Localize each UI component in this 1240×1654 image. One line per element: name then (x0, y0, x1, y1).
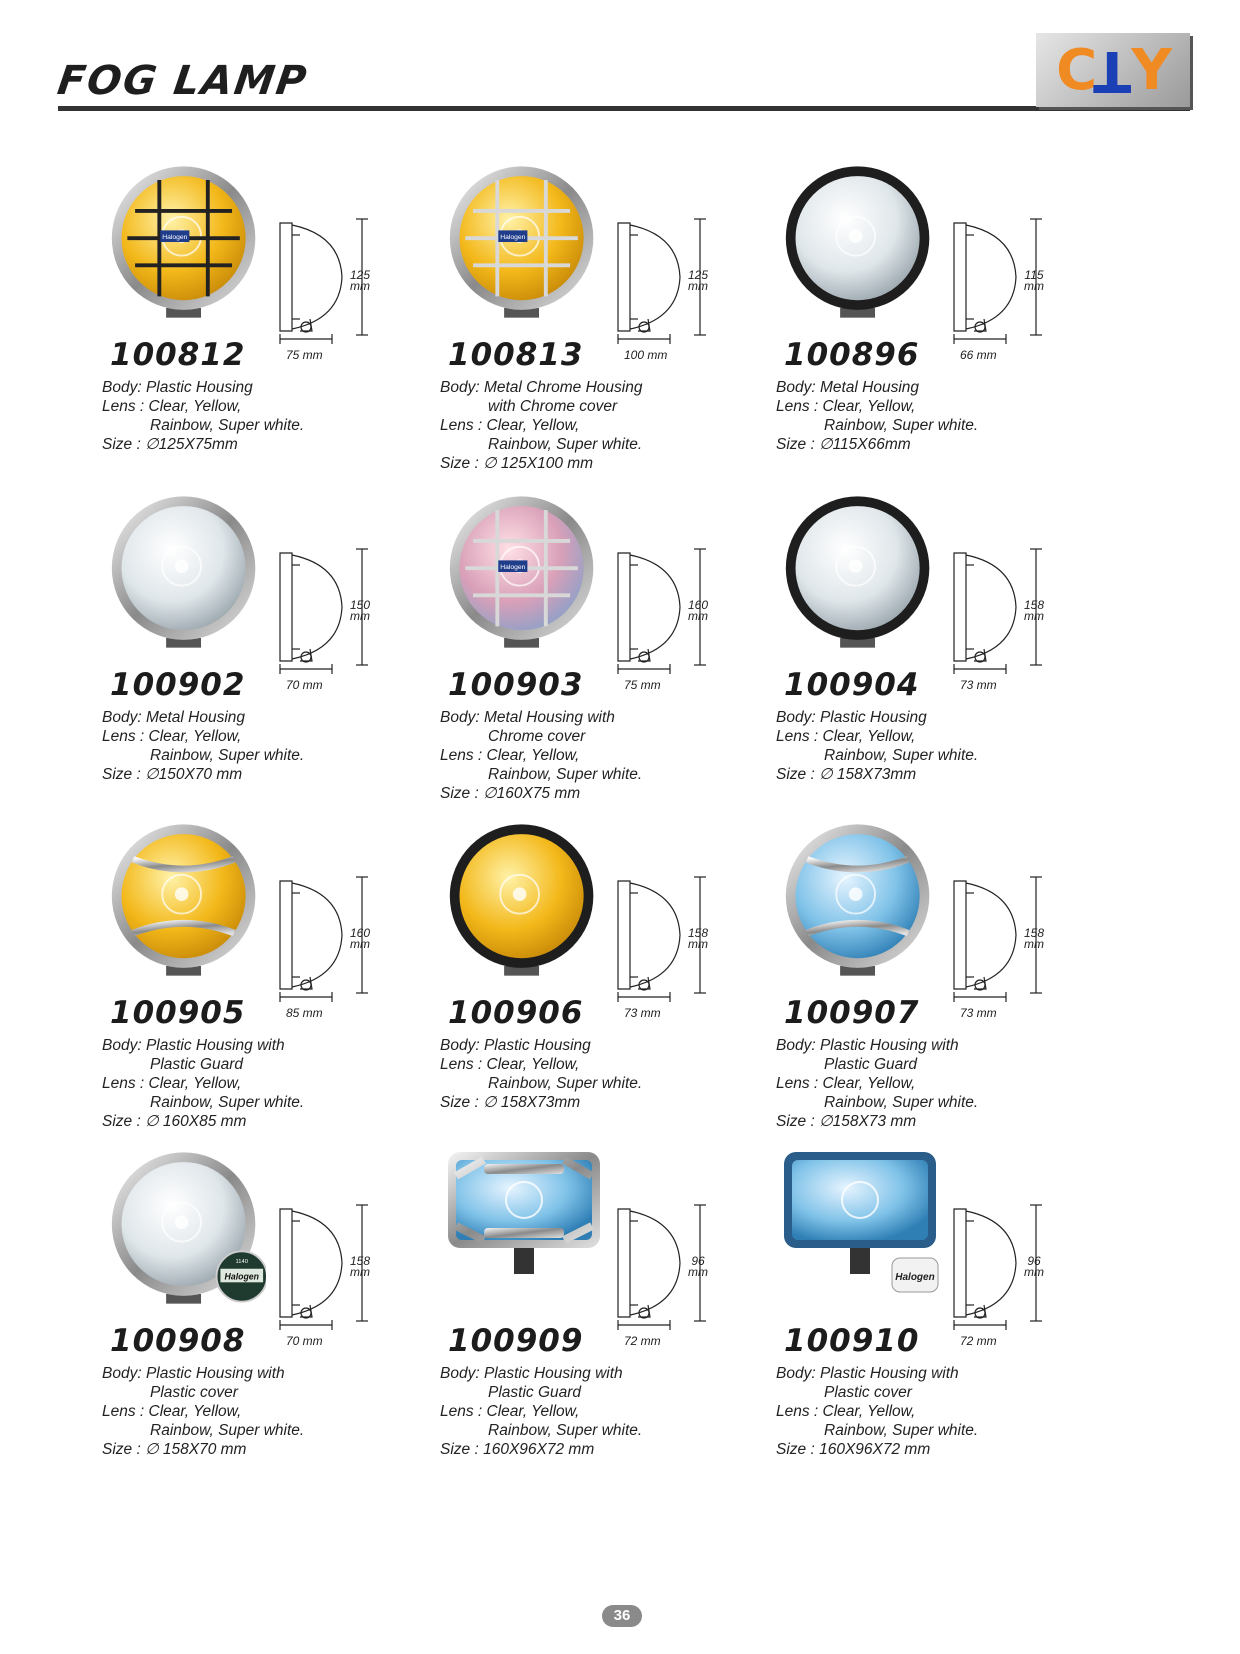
product-code: 100896 (784, 337, 920, 373)
dim-width: 85 mm (286, 1006, 323, 1020)
size-value: ∅ 125X100 mm (483, 455, 594, 472)
product-specs (440, 378, 642, 473)
dim-height (688, 1256, 708, 1278)
spec-size (102, 1440, 304, 1459)
lens-value-line2: Rainbow, Super white. (824, 747, 979, 764)
spec-size (776, 1112, 978, 1131)
body-value: Plastic Housing with (145, 1365, 285, 1382)
dim-width: 66 mm (960, 348, 997, 362)
body-label: Body: (776, 1037, 816, 1054)
dim-height-value: 96 mm (688, 1254, 708, 1279)
dim-height (688, 928, 708, 950)
page-title: FOG LAMP (54, 58, 311, 104)
body-label: Body: (440, 379, 480, 396)
dim-width: 72 mm (624, 1334, 661, 1348)
product-specs (776, 1364, 978, 1459)
dim-height (1024, 600, 1044, 622)
spec-size (102, 435, 304, 454)
body-label: Body: (776, 1365, 816, 1382)
dim-height (688, 600, 708, 622)
size-label: Size : (102, 766, 141, 783)
product-specs (440, 1036, 642, 1112)
product-specs (102, 378, 304, 454)
lens-value-line1: Clear, Yellow, (486, 417, 580, 434)
lamp-image (444, 1146, 604, 1311)
size-value: ∅150X70 mm (145, 766, 243, 783)
spec-body (102, 708, 304, 727)
product-specs (776, 1036, 978, 1131)
dim-height-value: 115 mm (1024, 268, 1044, 293)
body-value-line2: Plastic Guard (150, 1056, 244, 1073)
size-value: ∅158X73 mm (819, 1113, 917, 1130)
size-label: Size : (440, 455, 479, 472)
product-card-100812 (100, 160, 440, 480)
product-code: 100907 (784, 995, 920, 1031)
product-specs (776, 378, 978, 454)
lamp-image (106, 818, 266, 983)
brand-logo (1036, 33, 1190, 107)
lens-value-line2: Rainbow, Super white. (488, 1422, 643, 1439)
spec-lens (102, 727, 304, 746)
lamp-photo (780, 818, 940, 983)
size-label: Size : (102, 436, 141, 453)
size-value: ∅160X75 mm (483, 785, 581, 802)
product-card-100906 (438, 818, 778, 1138)
product-code: 100903 (448, 667, 584, 703)
body-value: Metal Chrome Housing (483, 379, 643, 396)
dim-width: 75 mm (286, 348, 323, 362)
spec-body (776, 378, 978, 397)
spec-lens (440, 416, 642, 435)
lamp-image (444, 490, 604, 655)
lens-value-line2: Rainbow, Super white. (488, 436, 643, 453)
size-label: Size : (776, 436, 815, 453)
dim-height-value: 96 mm (1024, 1254, 1044, 1279)
lamp-photo (444, 490, 604, 655)
lamp-image (444, 160, 604, 325)
body-label: Body: (102, 1037, 142, 1054)
dim-width: 70 mm (286, 678, 323, 692)
body-value: Plastic Housing (819, 709, 927, 726)
lens-value-line1: Clear, Yellow, (148, 398, 242, 415)
lens-value-line1: Clear, Yellow, (148, 1075, 242, 1092)
lamp-photo (780, 160, 940, 325)
product-specs (102, 708, 304, 784)
lens-value-line1: Clear, Yellow, (822, 1403, 916, 1420)
body-label: Body: (440, 1365, 480, 1382)
body-value: Metal Housing (145, 709, 246, 726)
lens-value-line2: Rainbow, Super white. (150, 1422, 305, 1439)
body-value: Plastic Housing with (145, 1037, 285, 1054)
size-label: Size : (102, 1113, 141, 1130)
body-label: Body: (440, 709, 480, 726)
cover-halogen-text: Halogen (224, 1271, 259, 1282)
dim-width: 75 mm (624, 678, 661, 692)
body-value: Plastic Housing (145, 379, 253, 396)
lamp-image (780, 490, 940, 655)
spec-lens (776, 1402, 978, 1421)
dim-height-value: 125 mm (688, 268, 709, 293)
lamp-image (106, 1146, 266, 1311)
lamp-image (780, 818, 940, 983)
body-value: Metal Housing (819, 379, 920, 396)
spec-body (440, 708, 642, 727)
lamp-photo (106, 1146, 266, 1311)
spec-lens (440, 1402, 642, 1421)
body-value-line2: Plastic cover (150, 1384, 238, 1401)
spec-lens (102, 1074, 304, 1093)
dim-width: 73 mm (960, 678, 997, 692)
size-label: Size : (776, 1441, 815, 1458)
body-value: Plastic Housing with (483, 1365, 623, 1382)
lamp-image (780, 160, 940, 325)
product-specs (776, 708, 978, 784)
body-value: Plastic Housing (483, 1037, 591, 1054)
spec-size (102, 1112, 304, 1131)
body-label: Body: (776, 379, 816, 396)
lamp-image (444, 818, 604, 983)
product-card-100813 (438, 160, 778, 480)
dim-height (350, 600, 370, 622)
lamp-photo (780, 1146, 940, 1311)
dim-height (1024, 928, 1044, 950)
dim-width: 73 mm (960, 1006, 997, 1020)
body-label: Body: (440, 1037, 480, 1054)
spec-size (776, 765, 978, 784)
logo-letter-c: C (1056, 37, 1096, 103)
body-value-line2: Plastic cover (824, 1384, 912, 1401)
spec-body (440, 378, 642, 397)
spec-size (440, 1440, 642, 1459)
size-label: Size : (776, 1113, 815, 1130)
lamp-image (106, 160, 266, 325)
size-value: 160X96X72 mm (819, 1441, 931, 1458)
halogen-badge-text: Halogen (500, 564, 526, 572)
lens-value-line1: Clear, Yellow, (486, 1403, 580, 1420)
product-card-100908 (100, 1146, 440, 1466)
lens-value-line2: Rainbow, Super white. (824, 417, 979, 434)
lamp-photo (106, 490, 266, 655)
lamp-image (780, 1146, 940, 1311)
lens-label: Lens : (776, 1075, 819, 1092)
dim-height-value: 158 mm (1024, 598, 1045, 623)
logo-letter-y: Y (1131, 37, 1170, 103)
lens-label: Lens : (102, 728, 145, 745)
lens-label: Lens : (776, 398, 819, 415)
spec-body (440, 1036, 642, 1055)
product-card-100910 (774, 1146, 1114, 1466)
spec-size (102, 765, 304, 784)
size-label: Size : (102, 1441, 141, 1458)
size-label: Size : (776, 766, 815, 783)
body-value-line2: Plastic Guard (824, 1056, 918, 1073)
spec-size (440, 454, 642, 473)
body-value-line2: Chrome cover (488, 728, 586, 745)
lamp-photo (444, 160, 604, 325)
lens-label: Lens : (776, 1403, 819, 1420)
dim-height-value: 125 mm (350, 268, 371, 293)
dim-height-value: 160 mm (350, 926, 371, 951)
lamp-photo (106, 818, 266, 983)
lamp-photo (444, 1146, 604, 1311)
lens-value-line1: Clear, Yellow, (822, 398, 916, 415)
lens-value-line1: Clear, Yellow, (486, 1056, 580, 1073)
body-label: Body: (776, 709, 816, 726)
dim-height-value: 158 mm (1024, 926, 1045, 951)
dim-height (350, 1256, 370, 1278)
size-label: Size : (440, 1094, 479, 1111)
lamp-photo (444, 818, 604, 983)
lens-value-line1: Clear, Yellow, (148, 728, 242, 745)
dim-height (1024, 1256, 1044, 1278)
lens-label: Lens : (102, 398, 145, 415)
product-code: 100904 (784, 667, 920, 703)
spec-size (776, 1440, 978, 1459)
dim-height-value: 160 mm (688, 598, 709, 623)
body-value: Metal Housing with (483, 709, 615, 726)
product-card-100909 (438, 1146, 778, 1466)
size-label: Size : (440, 1441, 479, 1458)
lens-value-line2: Rainbow, Super white. (150, 417, 305, 434)
product-specs (440, 1364, 642, 1459)
lens-value-line2: Rainbow, Super white. (824, 1422, 979, 1439)
size-value: ∅125X75mm (145, 436, 238, 453)
size-value: ∅ 160X85 mm (145, 1113, 247, 1130)
dim-height (350, 928, 370, 950)
lens-value-line2: Rainbow, Super white. (150, 1094, 305, 1111)
lens-value-line1: Clear, Yellow, (148, 1403, 242, 1420)
lens-label: Lens : (440, 1403, 483, 1420)
spec-size (776, 435, 978, 454)
size-label: Size : (440, 785, 479, 802)
product-code: 100906 (448, 995, 584, 1031)
halogen-badge-text: Halogen (500, 234, 526, 242)
spec-body (776, 1364, 978, 1383)
body-value-line2: Plastic Guard (488, 1384, 582, 1401)
body-label: Body: (102, 379, 142, 396)
header-rule (58, 106, 1190, 111)
dim-height-value: 150 mm (350, 598, 371, 623)
page-number: 36 (602, 1605, 642, 1627)
dim-width: 70 mm (286, 1334, 323, 1348)
cover-number-text: 1140 (235, 1258, 248, 1265)
product-code: 100902 (110, 667, 246, 703)
lens-value-line2: Rainbow, Super white. (150, 747, 305, 764)
spec-lens (776, 727, 978, 746)
lamp-image (106, 490, 266, 655)
size-value: ∅ 158X70 mm (145, 1441, 247, 1458)
dim-width: 100 mm (624, 348, 668, 362)
dim-height (688, 270, 708, 292)
spec-lens (776, 397, 978, 416)
spec-body (102, 1364, 304, 1383)
lens-value-line1: Clear, Yellow, (486, 747, 580, 764)
spec-lens (102, 397, 304, 416)
size-value: ∅ 158X73mm (483, 1094, 581, 1111)
spec-body (102, 1036, 304, 1055)
dim-width: 72 mm (960, 1334, 997, 1348)
body-value-line2: with Chrome cover (488, 398, 618, 415)
lens-value-line2: Rainbow, Super white. (488, 1075, 643, 1092)
product-code: 100813 (448, 337, 584, 373)
lens-value-line2: Rainbow, Super white. (824, 1094, 979, 1111)
product-code: 100812 (110, 337, 246, 373)
spec-body (776, 708, 978, 727)
body-label: Body: (102, 709, 142, 726)
product-card-100905 (100, 818, 440, 1138)
lamp-photo (106, 160, 266, 325)
product-code: 100905 (110, 995, 246, 1031)
lens-label: Lens : (776, 728, 819, 745)
spec-size (440, 1093, 642, 1112)
lens-value-line1: Clear, Yellow, (822, 728, 916, 745)
product-card-100903 (438, 490, 778, 810)
spec-lens (776, 1074, 978, 1093)
lens-value-line2: Rainbow, Super white. (488, 766, 643, 783)
product-card-100907 (774, 818, 1114, 1138)
spec-lens (102, 1402, 304, 1421)
spec-lens (440, 1055, 642, 1074)
dim-height (1024, 270, 1044, 292)
logo-letter-t: T (1095, 37, 1132, 103)
product-card-100904 (774, 490, 1114, 810)
product-code: 100909 (448, 1323, 584, 1359)
size-value: ∅115X66mm (819, 436, 911, 453)
size-value: 160X96X72 mm (483, 1441, 595, 1458)
product-card-100896 (774, 160, 1114, 480)
dim-height-value: 158 mm (350, 1254, 371, 1279)
size-value: ∅ 158X73mm (819, 766, 917, 783)
body-value: Plastic Housing with (819, 1365, 959, 1382)
product-specs (440, 708, 642, 803)
product-card-100902 (100, 490, 440, 810)
spec-body (102, 378, 304, 397)
dim-height (350, 270, 370, 292)
body-label: Body: (102, 1365, 142, 1382)
product-specs (102, 1036, 304, 1131)
spec-body (440, 1364, 642, 1383)
cover-halogen-text: Halogen (895, 1272, 935, 1283)
halogen-badge-text: Halogen (162, 234, 188, 242)
lens-label: Lens : (440, 417, 483, 434)
body-value: Plastic Housing with (819, 1037, 959, 1054)
lens-label: Lens : (102, 1403, 145, 1420)
product-specs (102, 1364, 304, 1459)
lens-value-line1: Clear, Yellow, (822, 1075, 916, 1092)
lens-label: Lens : (102, 1075, 145, 1092)
lens-label: Lens : (440, 747, 483, 764)
product-code: 100910 (784, 1323, 920, 1359)
spec-size (440, 784, 642, 803)
spec-lens (440, 746, 642, 765)
lens-label: Lens : (440, 1056, 483, 1073)
dim-width: 73 mm (624, 1006, 661, 1020)
spec-body (776, 1036, 978, 1055)
product-code: 100908 (110, 1323, 246, 1359)
dim-height-value: 158 mm (688, 926, 709, 951)
lamp-photo (780, 490, 940, 655)
